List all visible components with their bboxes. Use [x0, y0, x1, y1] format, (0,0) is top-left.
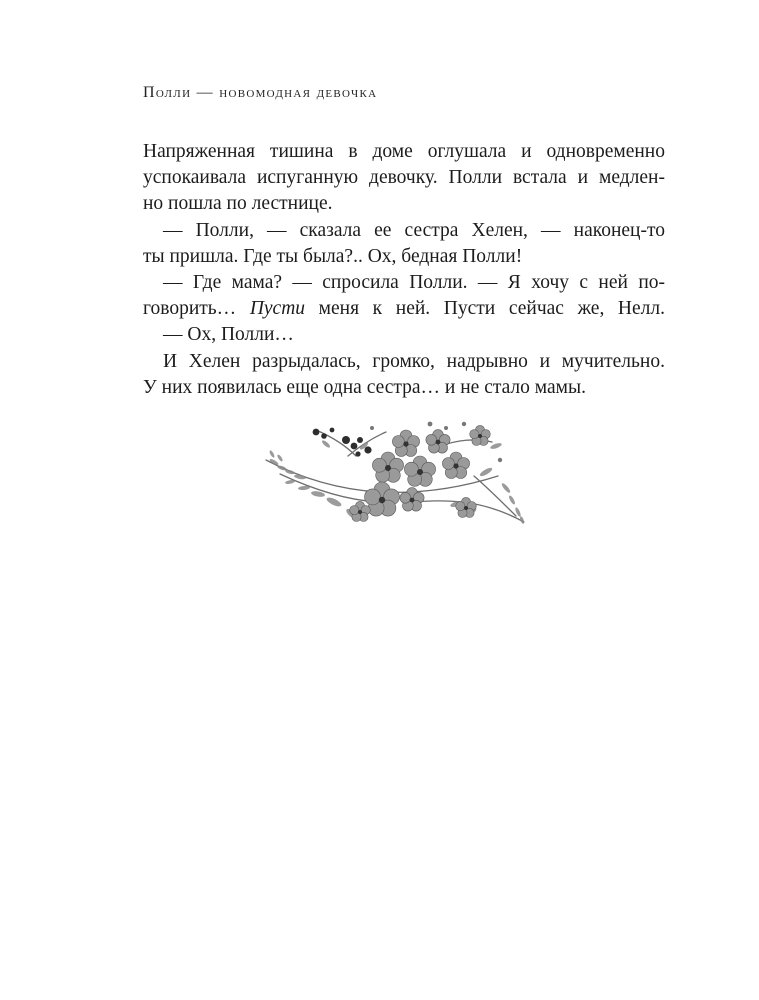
dialogue-line: — Полли, — сказала ее сестра Хелен, — наконец-то: [163, 219, 665, 241]
running-head: Полли — новомодная девочка: [143, 84, 378, 101]
dialogue-line: — Где мама? — спросила Полли. — Я хочу с ней по-: [163, 272, 665, 294]
dialogue-line: — Ох, Полли…: [163, 324, 294, 346]
floral-vignette-icon: [260, 416, 532, 530]
text-line: успокаивала испуганную девочку. Полли встала и медлен-: [143, 167, 665, 189]
text-line: У них появилась еще одна сестра… и не стало мамы.: [143, 376, 586, 398]
text-line: Напряженная тишина в доме оглушала и одновременно: [143, 141, 665, 162]
text-line: И Хелен разрыдалась, громко, надрывно и мучительно.: [163, 350, 665, 372]
body-text: [143, 139, 665, 401]
text-line: ты пришла. Где ты была?.. Ох, бедная Полли!: [143, 245, 523, 267]
text-segment: говорить…: [143, 298, 250, 320]
text-line: но пошла по лестнице.: [143, 193, 333, 215]
text-line-with-italic: [143, 296, 665, 322]
text-segment: меня к ней. Пусти сейчас же, Нелл.: [305, 298, 666, 320]
italic-word: Пусти: [249, 298, 306, 320]
